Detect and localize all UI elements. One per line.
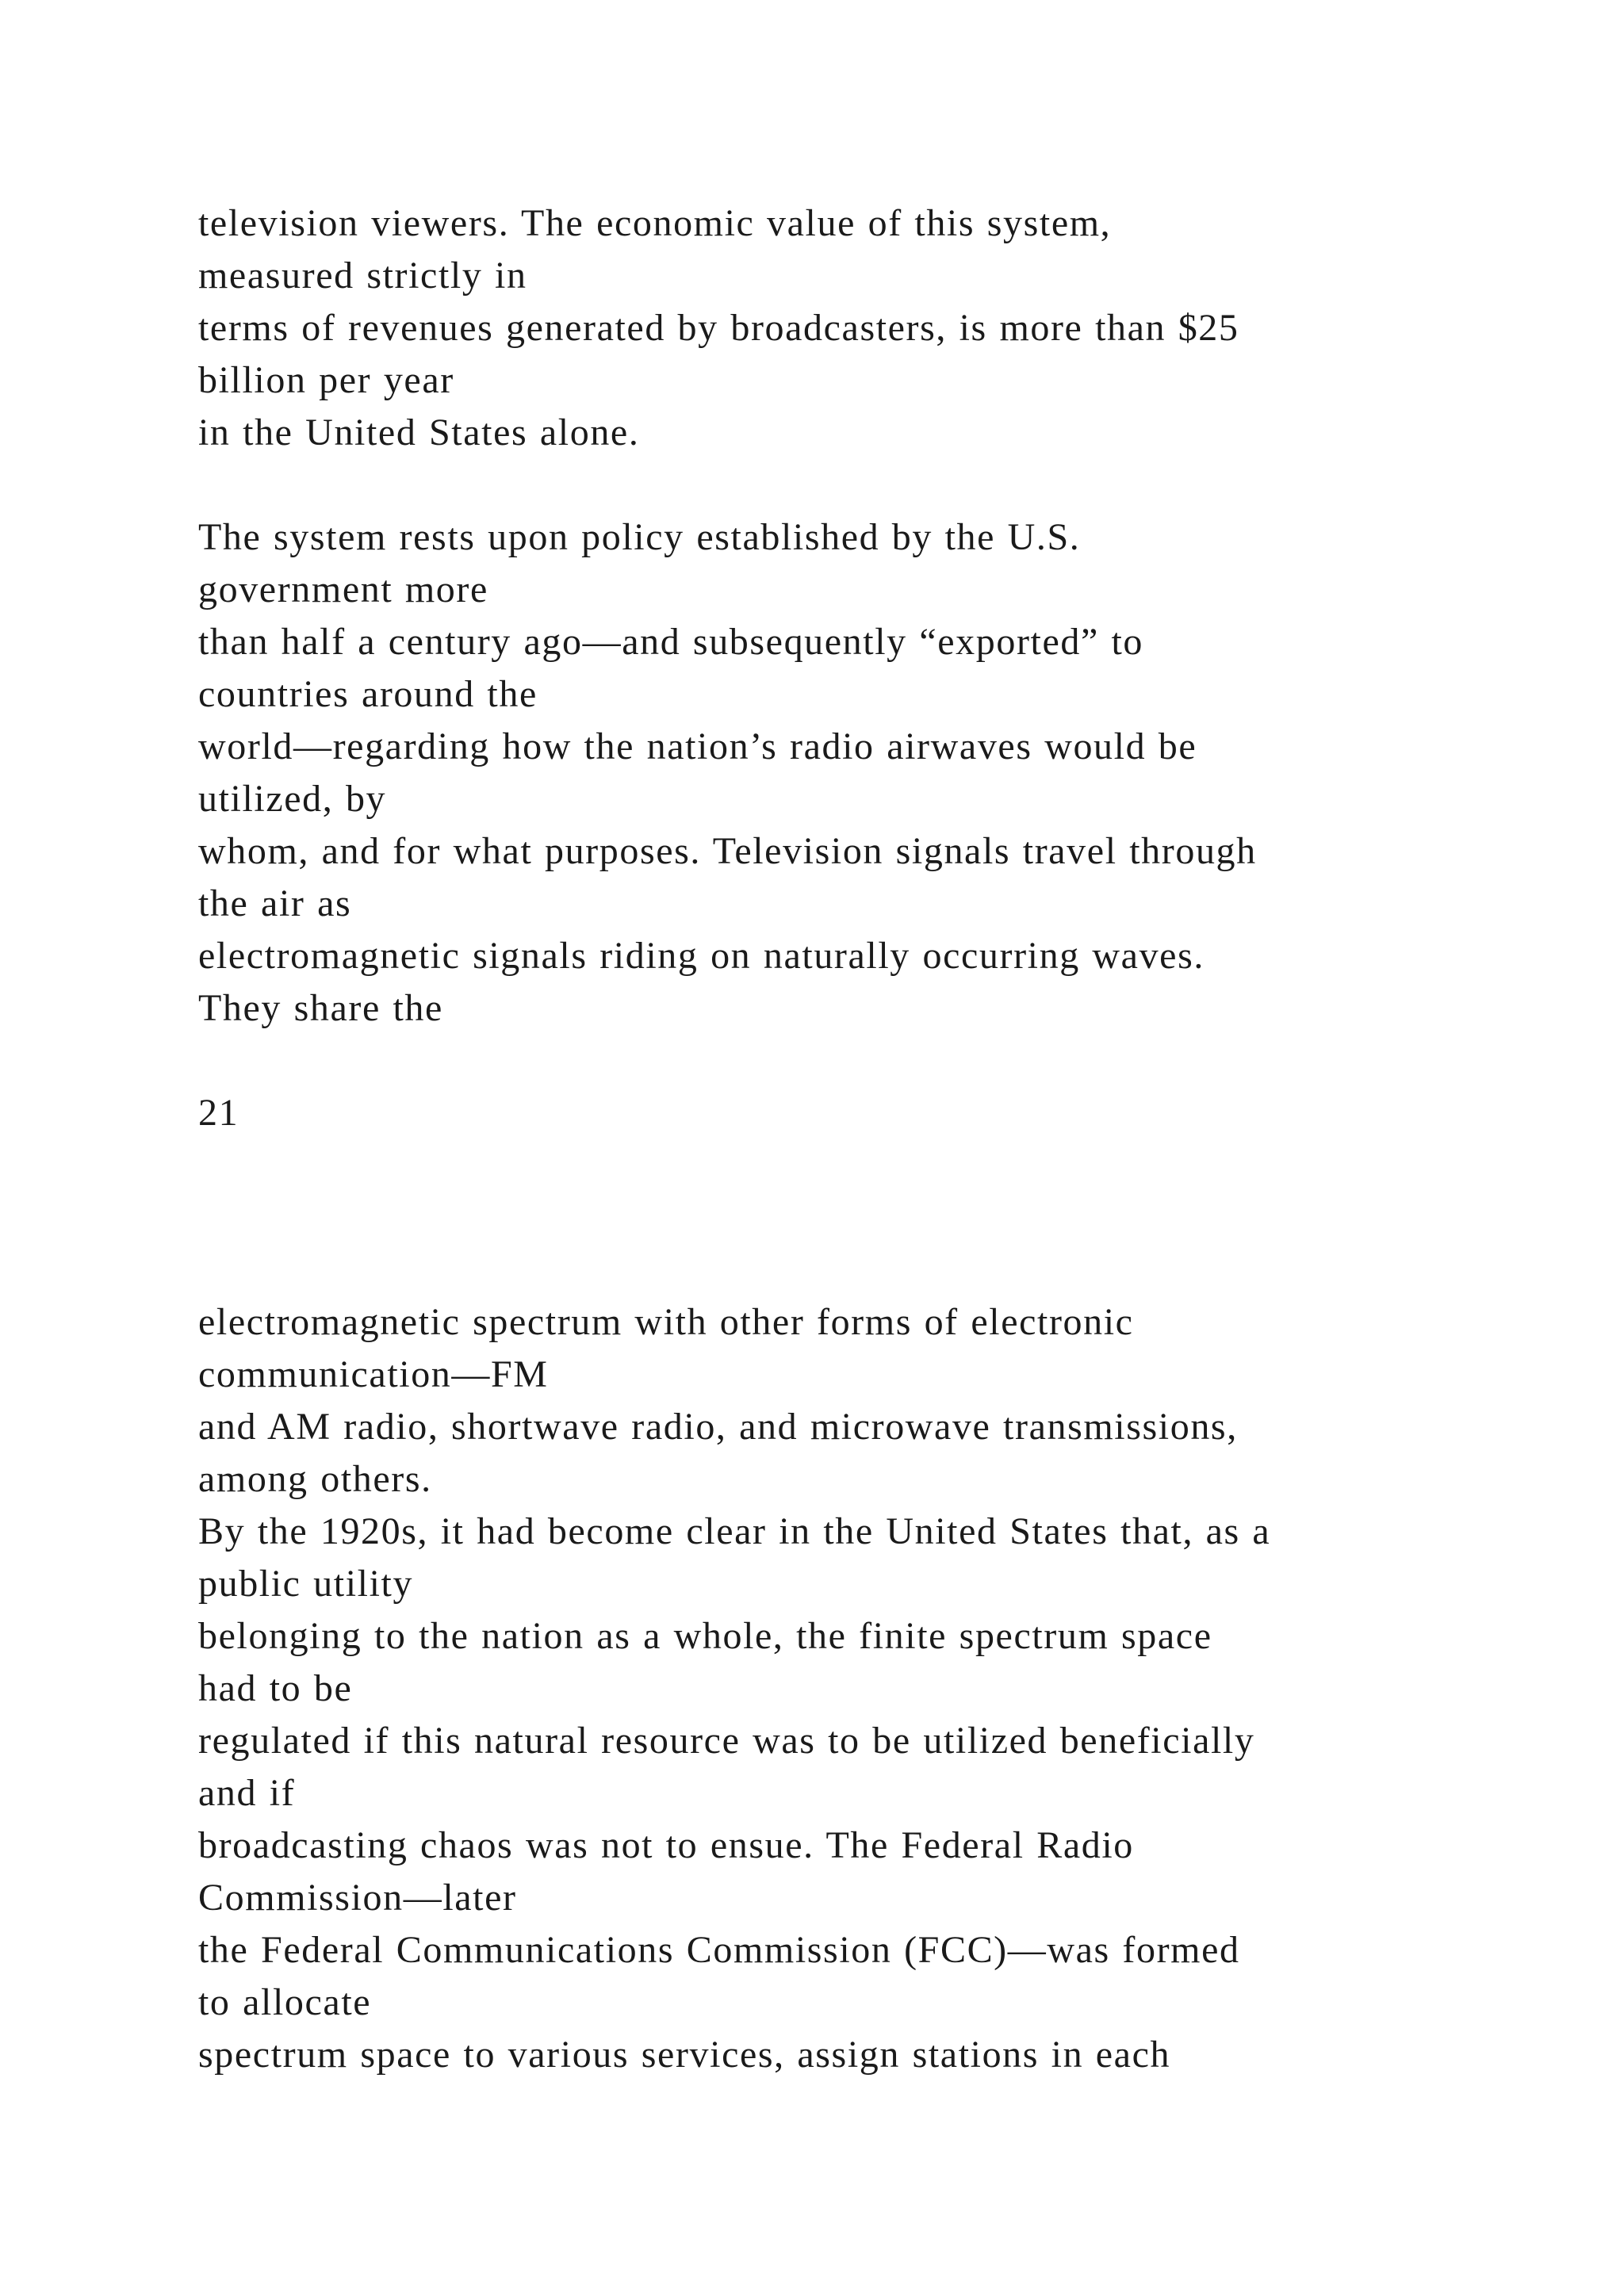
text-line: the air as xyxy=(198,882,352,924)
text-line: and AM radio, shortwave radio, and microwave transmissions, xyxy=(198,1406,1238,1448)
text-line: belonging to the nation as a whole, the finite spectrum space xyxy=(198,1615,1212,1657)
text-line: communication—FM xyxy=(198,1353,549,1395)
text-line: in the United States alone. xyxy=(198,411,640,453)
text-line: By the 1920s, it had become clear in the United States that, as a xyxy=(198,1510,1271,1552)
text-line: They share the xyxy=(198,987,443,1029)
text-line: government more xyxy=(198,568,488,610)
text-line: measured strictly in xyxy=(198,254,527,297)
text-line: regulated if this natural resource was to be utilized beneficially xyxy=(198,1720,1255,1762)
text-line: whom, and for what purposes. Television signals travel through xyxy=(198,830,1257,872)
text-line: electromagnetic spectrum with other forms of electronic xyxy=(198,1301,1134,1343)
text-line: television viewers. The economic value of this system, xyxy=(198,202,1112,244)
text-line: Commission—later xyxy=(198,1877,517,1919)
text-line: The system rests upon policy established by the U.S. xyxy=(198,516,1081,558)
page-number: 21 xyxy=(198,1092,239,1134)
text-line: terms of revenues generated by broadcasters, is more than $25 xyxy=(198,307,1239,349)
text-line: broadcasting chaos was not to ensue. The Federal Radio xyxy=(198,1824,1134,1866)
text-line: had to be xyxy=(198,1667,353,1709)
text-line: the Federal Communications Commission (FCC)—was formed xyxy=(198,1929,1240,1971)
text-line: utilized, by xyxy=(198,778,387,820)
text-line: billion per year xyxy=(198,359,454,401)
text-line: world—regarding how the nation’s radio airwaves would be xyxy=(198,725,1197,767)
text-line: and if xyxy=(198,1772,296,1814)
text-line: countries around the xyxy=(198,673,538,715)
text-line: public utility xyxy=(198,1563,414,1605)
text-line: than half a century ago—and subsequently “exported” to xyxy=(198,621,1144,663)
text-line: spectrum space to various services, assign stations in each xyxy=(198,2034,1171,2076)
text-line: electromagnetic signals riding on naturally occurring waves. xyxy=(198,935,1205,977)
text-line: to allocate xyxy=(198,1981,372,2023)
text-line: among others. xyxy=(198,1458,432,1500)
